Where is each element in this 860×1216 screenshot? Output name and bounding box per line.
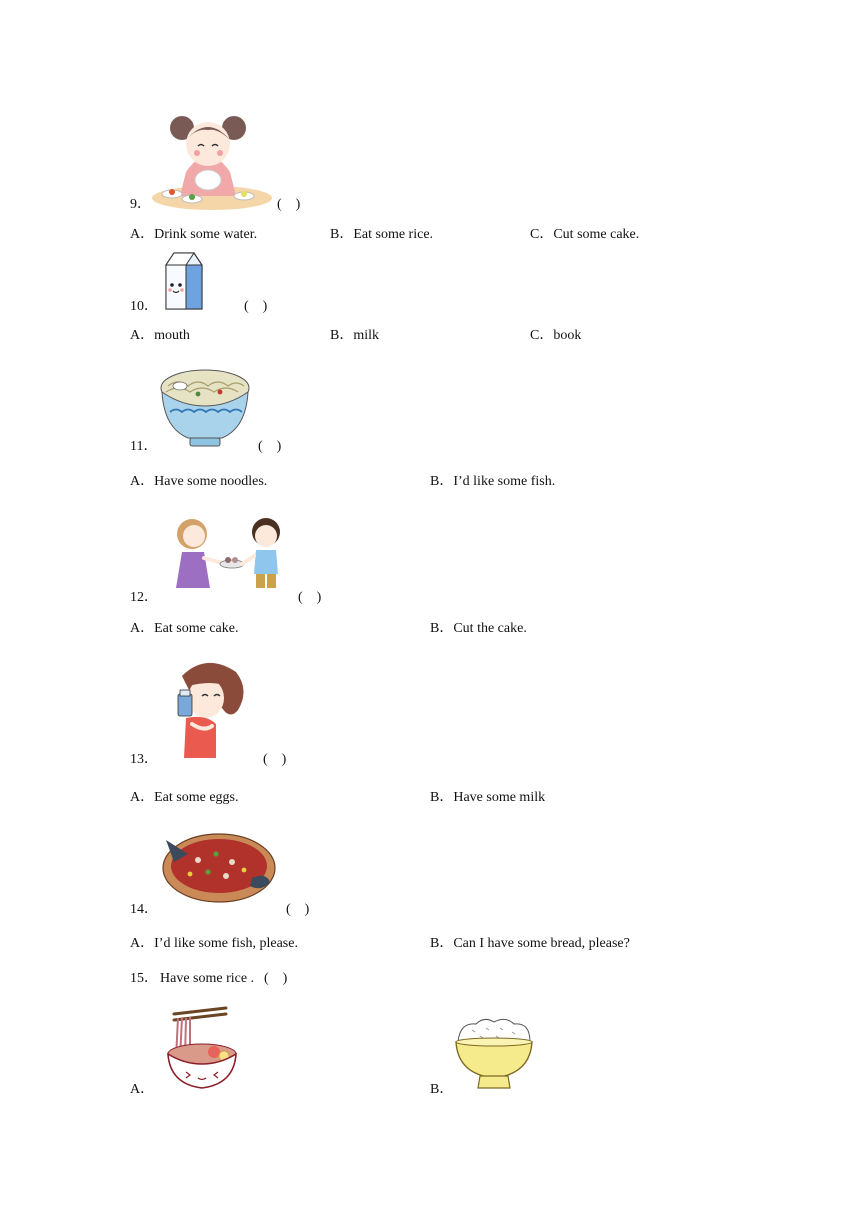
option-a[interactable]: [130, 936, 298, 952]
option-a[interactable]: [130, 328, 190, 344]
option-text: I’d like some fish, please.: [154, 936, 298, 951]
option-text: Have some noodles.: [154, 474, 268, 489]
option-text: Cut the cake.: [453, 621, 527, 636]
option-letter: C．: [530, 328, 554, 343]
option-b[interactable]: [430, 936, 630, 952]
question-number: 12．: [130, 590, 158, 605]
question-number: 11．: [130, 439, 158, 454]
option-b[interactable]: [330, 328, 379, 344]
girl-eating-rice-image: [152, 106, 272, 210]
option-text: book: [553, 328, 582, 343]
option-letter: B．: [430, 1082, 454, 1097]
answer-bracket[interactable]: ( ): [263, 752, 287, 767]
option-letter: A．: [130, 621, 155, 636]
option-c[interactable]: [530, 328, 581, 344]
option-letter: B．: [430, 474, 454, 489]
option-letter: A．: [130, 474, 155, 489]
option-text: I’d like some fish.: [453, 474, 556, 489]
question-number: 14．: [130, 902, 158, 917]
option-a[interactable]: [130, 474, 267, 490]
option-text: Eat some cake.: [154, 621, 239, 636]
option-letter: A．: [130, 227, 155, 242]
option-b[interactable]: [430, 621, 527, 637]
bowl-of-noodles-image: [158, 366, 252, 448]
option-text: Cut some cake.: [553, 227, 640, 242]
option-a[interactable]: [130, 790, 239, 806]
option-text: milk: [353, 328, 380, 343]
option-b[interactable]: [430, 474, 555, 490]
option-letter: B．: [430, 621, 454, 636]
option-letter: A．: [130, 936, 155, 951]
option-b[interactable]: [330, 227, 433, 243]
option-letter: B．: [430, 790, 454, 805]
question-number: 13．: [130, 752, 158, 767]
question-prompt: Have some rice .: [160, 971, 255, 986]
milk-carton-image: [160, 251, 208, 313]
option-a[interactable]: [130, 621, 238, 637]
answer-bracket[interactable]: ( ): [286, 902, 310, 917]
girl-offering-cake-to-boy-image: [160, 512, 290, 592]
option-letter: C．: [530, 227, 554, 242]
answer-bracket[interactable]: ( ): [277, 197, 301, 212]
plate-of-fish-image: [160, 826, 278, 906]
bowl-of-noodles-with-chopsticks-image: [164, 1006, 240, 1092]
option-letter: B．: [330, 328, 354, 343]
answer-bracket[interactable]: ( ): [258, 439, 282, 454]
question-number: 9．: [130, 197, 151, 212]
answer-bracket[interactable]: ( ): [244, 299, 268, 314]
option-letter: A．: [130, 328, 155, 343]
answer-bracket[interactable]: ( ): [298, 590, 322, 605]
question-number: 10．: [130, 299, 158, 314]
option-c[interactable]: [530, 227, 639, 243]
option-text: Eat some rice.: [353, 227, 434, 242]
option-text: mouth: [154, 328, 190, 343]
option-text: Can I have some bread, please?: [453, 936, 630, 951]
option-letter: B．: [430, 936, 454, 951]
bowl-of-rice-image: [452, 1016, 536, 1092]
question-number: 15．: [130, 971, 158, 986]
option-text: Drink some water.: [154, 227, 258, 242]
option-letter: A．: [130, 1082, 155, 1097]
option-text: Have some milk: [453, 790, 546, 805]
option-a[interactable]: [130, 227, 257, 243]
option-letter: A．: [130, 790, 155, 805]
option-b[interactable]: [430, 790, 545, 806]
option-text: Eat some eggs.: [154, 790, 239, 805]
answer-bracket[interactable]: ( ): [264, 971, 288, 986]
woman-drinking-milk-image: [166, 658, 246, 762]
option-letter: B．: [330, 227, 354, 242]
